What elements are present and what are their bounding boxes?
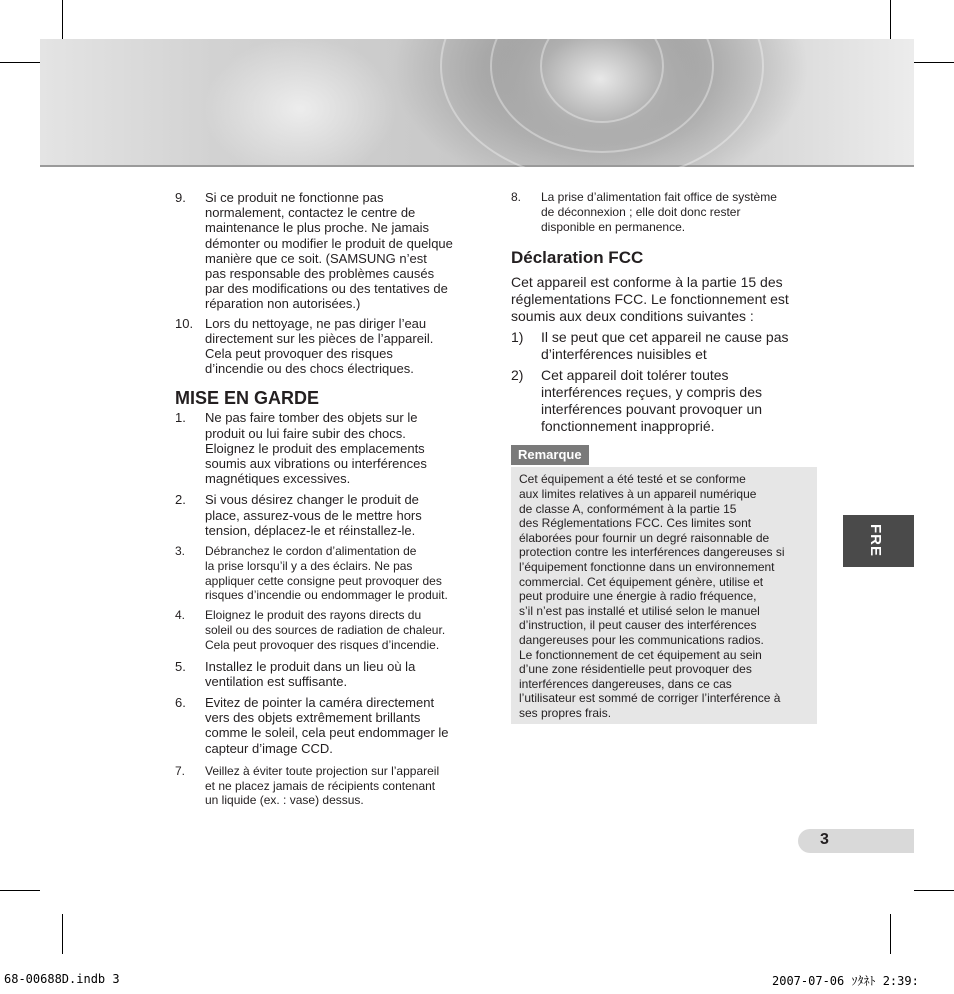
item-line: appliquer cette consigne peut provoquer des — [205, 573, 442, 588]
language-tab-label: FRE — [867, 524, 884, 557]
item-line: Débranchez le cordon d’alimentation de — [205, 544, 417, 559]
item-line: maintenance le plus proche. Ne jamais — [205, 220, 430, 236]
remark-line: s’il n’est pas installé et utilisé selon le manuel — [519, 603, 760, 618]
item-line: interférences reçues, y compris des — [541, 384, 762, 401]
item-line: interférences pouvant provoquer un — [541, 401, 763, 418]
item-line: Installez le produit dans un lieu où la — [205, 658, 416, 674]
fcc-intro — [511, 274, 816, 325]
item-line: Evitez de pointer la caméra directement — [205, 695, 435, 711]
section-heading: MISE EN GARDE — [175, 388, 320, 409]
item-line: d’interférences nuisibles et — [541, 346, 707, 363]
item-line: et ne placez jamais de récipients contenant — [205, 778, 436, 793]
remark-label: Remarque — [511, 445, 589, 465]
item-line: Il se peut que cet appareil ne cause pas — [541, 329, 789, 346]
crop-mark — [890, 914, 891, 954]
list-item — [175, 608, 485, 652]
item-line: manière que ce soit. (SAMSUNG n’est — [205, 250, 427, 266]
remark-line: Cet équipement a été testé et se conforme — [519, 472, 746, 487]
item-line: Cet appareil doit tolérer toutes — [541, 367, 729, 384]
item-line: Si ce produit ne fonctionne pas — [205, 190, 384, 205]
header-banner-image — [40, 39, 914, 167]
footer-file-info: 68-00688D.indb 3 — [4, 972, 120, 986]
remark-line: l’équipement fonctionne dans un environnement — [519, 559, 775, 574]
remark-line: peut produire une énergie à radio fréquence, — [519, 589, 757, 604]
list-item — [511, 329, 816, 363]
item-line: fonctionnement inapproprié. — [541, 418, 715, 435]
remark-line: ses propres frais. — [519, 705, 612, 720]
item-line: Lors du nettoyage, ne pas diriger l’eau — [205, 315, 427, 331]
item-number: 1) — [511, 329, 524, 346]
intro-line: Cet appareil est conforme à la partie 15 des — [511, 274, 783, 291]
remark-line: aux limites relatives à un appareil numérique — [519, 486, 757, 501]
item-line: ventilation est suffisante. — [205, 673, 348, 689]
list-item — [511, 190, 816, 234]
list-item — [511, 367, 816, 435]
item-number: 7. — [175, 763, 186, 778]
item-line: Cela peut provoquer des risques d’incendie. — [205, 637, 440, 652]
item-line: Cela peut provoquer des risques — [205, 346, 393, 362]
item-line: réparation non autorisées.) — [205, 296, 361, 312]
footer-timestamp: 2007-07-06 ｿﾀﾈﾄ 2:39: — [772, 974, 919, 988]
item-number: 8. — [511, 190, 522, 204]
item-line: normalement, contactez le centre de — [205, 205, 416, 221]
item-line: disponible en permanence. — [541, 219, 686, 234]
list-item — [175, 316, 485, 377]
page-number-badge — [798, 829, 914, 853]
remark-line: commercial. Cet équipement génère, utilise et — [519, 574, 764, 589]
remark-line: Le fonctionnement de cet équipement au sein — [519, 647, 762, 662]
lens-ring — [540, 9, 664, 123]
item-line: tension, déplacez-le et réinstallez-le. — [205, 522, 416, 538]
item-number: 10. — [175, 315, 194, 331]
item-line: d’incendie ou des chocs électriques. — [205, 361, 414, 377]
item-line: Si vous désirez changer le produit de — [205, 492, 419, 508]
crop-mark — [890, 0, 891, 40]
crop-mark — [62, 914, 63, 954]
language-tab — [843, 515, 914, 567]
list-item — [175, 190, 485, 312]
item-line: risques d’incendie ou endommager le produit. — [205, 588, 448, 603]
item-line: produit ou lui faire subir des chocs. — [205, 425, 406, 441]
item-line: vers des objets extrêmement brillants — [205, 710, 421, 726]
remark-line: dangereuses pour les communications radios. — [519, 632, 764, 647]
item-line: La prise d’alimentation fait office de système — [541, 190, 777, 204]
crop-mark — [914, 62, 954, 63]
item-line: soumis aux vibrations ou interférences — [205, 456, 427, 472]
item-line: pas responsable des problèmes causés — [205, 266, 435, 282]
item-line: de déconnexion ; elle doit donc rester — [541, 204, 741, 219]
remark-line: de classe A, conformément à la partie 15 — [519, 501, 737, 516]
remark-line: des Réglementations FCC. Ces limites sont — [519, 516, 752, 531]
item-line: un liquide (ex. : vase) dessus. — [205, 793, 364, 808]
item-line: démonter ou modifier le produit de quelque — [205, 235, 453, 251]
remark-line: l’utilisateur est sommé de corriger l’interférence à — [519, 691, 781, 706]
item-line: magnétiques excessives. — [205, 471, 351, 487]
list-item — [175, 764, 485, 808]
item-line: soleil ou des sources de radiation de chaleur. — [205, 623, 446, 638]
intro-line: réglementations FCC. Le fonctionnement est — [511, 291, 789, 308]
item-number: 5. — [175, 658, 186, 674]
list-item — [175, 410, 485, 486]
item-line: la prise lorsqu’il y a des éclairs. Ne pas — [205, 558, 413, 573]
crop-mark — [62, 0, 63, 40]
intro-line: soumis aux deux conditions suivantes : — [511, 308, 754, 325]
item-line: Ne pas faire tomber des objets sur le — [205, 410, 418, 426]
left-column — [175, 190, 485, 808]
remark-line: élaborées pour fournir un degré raisonnable de — [519, 530, 770, 545]
item-number: 2) — [511, 367, 524, 384]
page-number: 3 — [820, 831, 829, 848]
remark-box — [511, 467, 817, 724]
list-item — [175, 659, 485, 689]
item-number: 4. — [175, 608, 186, 623]
item-line: place, assurez-vous de le mettre hors — [205, 507, 422, 523]
item-line: Veillez à éviter toute projection sur l’appareil — [205, 763, 440, 778]
item-line: par des modifications ou des tentatives de — [205, 281, 448, 297]
crop-mark — [0, 890, 40, 891]
item-number: 3. — [175, 544, 186, 559]
item-number: 2. — [175, 492, 186, 508]
item-line: Eloignez le produit des rayons directs du — [205, 608, 422, 623]
item-number: 1. — [175, 410, 186, 426]
crop-mark — [914, 890, 954, 891]
item-line: capteur d’image CCD. — [205, 740, 333, 756]
list-item — [175, 544, 485, 603]
right-column — [511, 190, 816, 724]
item-line: Eloignez le produit des emplacements — [205, 440, 425, 456]
section-heading: Déclaration FCC — [511, 248, 644, 268]
remark-line: protection contre les interférences dangereuses si — [519, 545, 785, 560]
list-item — [175, 695, 485, 756]
item-line: directement sur les pièces de l’appareil. — [205, 330, 434, 346]
remark-line: interférences dangereuses, dans ce cas — [519, 676, 732, 691]
item-line: comme le soleil, cela peut endommager le — [205, 725, 449, 741]
crop-mark — [0, 62, 40, 63]
item-number: 9. — [175, 190, 186, 205]
item-number: 6. — [175, 695, 186, 711]
remark-line: d’une zone résidentielle peut provoquer des — [519, 662, 752, 677]
remark-line: d’instruction, il peut causer des interférences — [519, 618, 757, 633]
list-item — [175, 492, 485, 538]
